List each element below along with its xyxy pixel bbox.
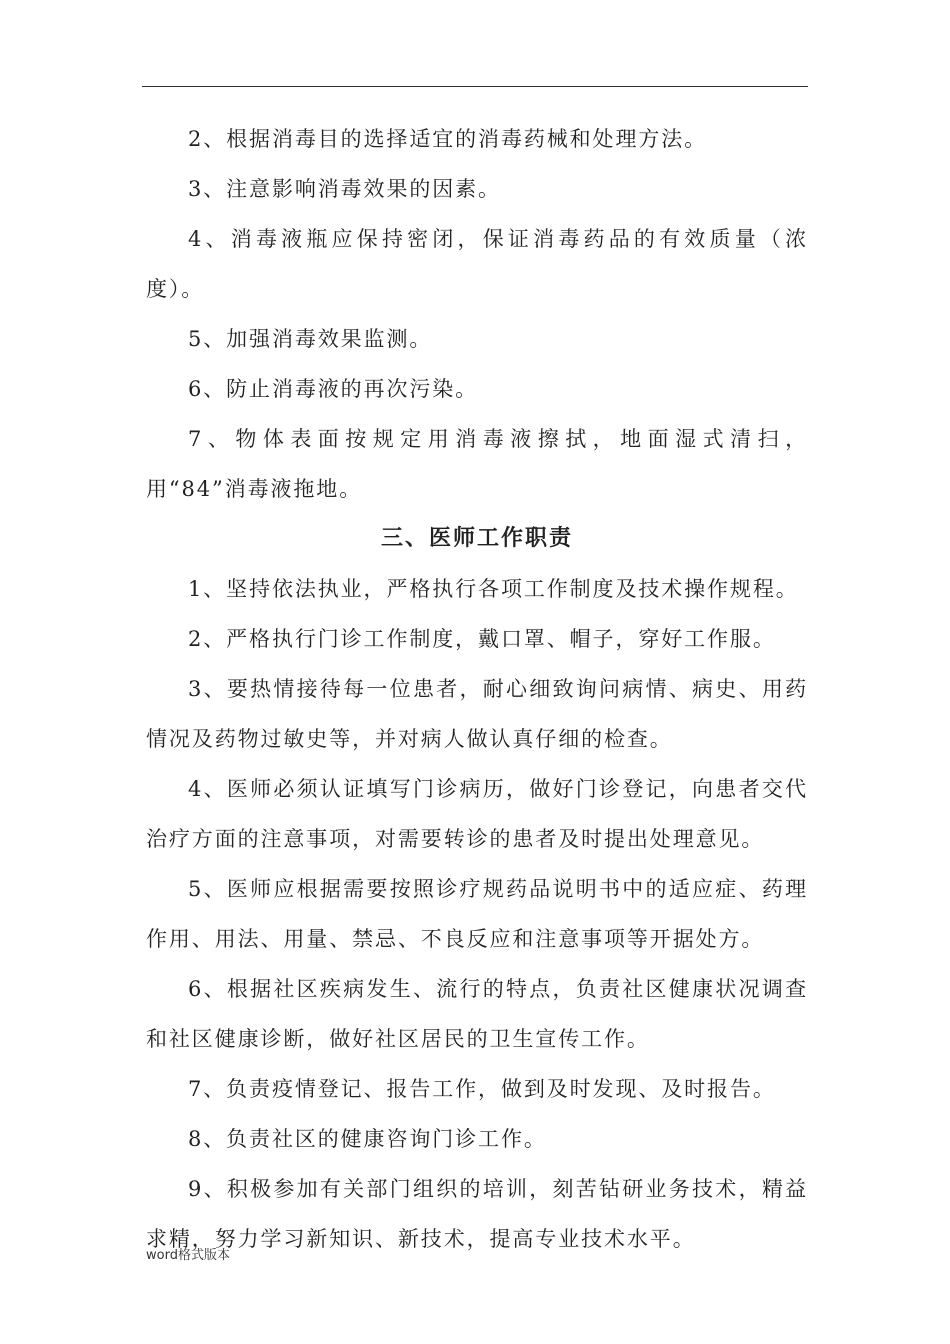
paragraph: 2、严格执行门诊工作制度，戴口罩、帽子，穿好工作服。 bbox=[188, 627, 776, 651]
paragraph: 7、负责疫情登记、报告工作，做到及时发现、及时报告。 bbox=[188, 1077, 776, 1101]
paragraph: 4、消毒液瓶应保持密闭，保证消毒药品的有效质量（浓度）。 bbox=[146, 227, 808, 301]
header-rule bbox=[142, 86, 808, 87]
paragraph: 7、物体表面按规定用消毒液擦拭，地面湿式清扫，用“84”消毒液拖地。 bbox=[146, 427, 808, 501]
paragraph: 6、根据社区疾病发生、流行的特点，负责社区健康状况调查和社区健康诊断，做好社区居民的卫生宣传工作。 bbox=[146, 977, 808, 1051]
section-heading: 三、医师工作职责 bbox=[380, 526, 573, 551]
page-footer: word格式版本 bbox=[146, 1248, 230, 1263]
paragraph: 6、防止消毒液的再次污染。 bbox=[188, 377, 479, 401]
paragraph: 3、注意影响消毒效果的因素。 bbox=[188, 177, 501, 201]
paragraph: 5、加强消毒效果监测。 bbox=[188, 327, 433, 351]
paragraph: 4、医师必须认证填写门诊病历，做好门诊登记，向患者交代治疗方面的注意事项，对需要转诊的患者及时提出处理意见。 bbox=[146, 777, 808, 851]
paragraph: 1、坚持依法执业，严格执行各项工作制度及技术操作规程。 bbox=[188, 577, 799, 601]
paragraph: 9、积极参加有关部门组织的培训，刻苦钻研业务技术，精益求精，努力学习新知识、新技术，提高专业技术水平。 bbox=[146, 1177, 808, 1251]
paragraph: 2、根据消毒目的选择适宜的消毒药械和处理方法。 bbox=[188, 127, 708, 151]
paragraph: 3、要热情接待每一位患者，耐心细致询问病情、病史、用药情况及药物过敏史等，并对病人做认真仔细的检查。 bbox=[146, 677, 808, 751]
paragraph: 8、负责社区的健康咨询门诊工作。 bbox=[188, 1127, 547, 1151]
paragraph: 5、医师应根据需要按照诊疗规药品说明书中的适应症、药理作用、用法、用量、禁忌、不良反应和注意事项等开据处方。 bbox=[146, 877, 808, 951]
document-body bbox=[146, 114, 808, 1264]
